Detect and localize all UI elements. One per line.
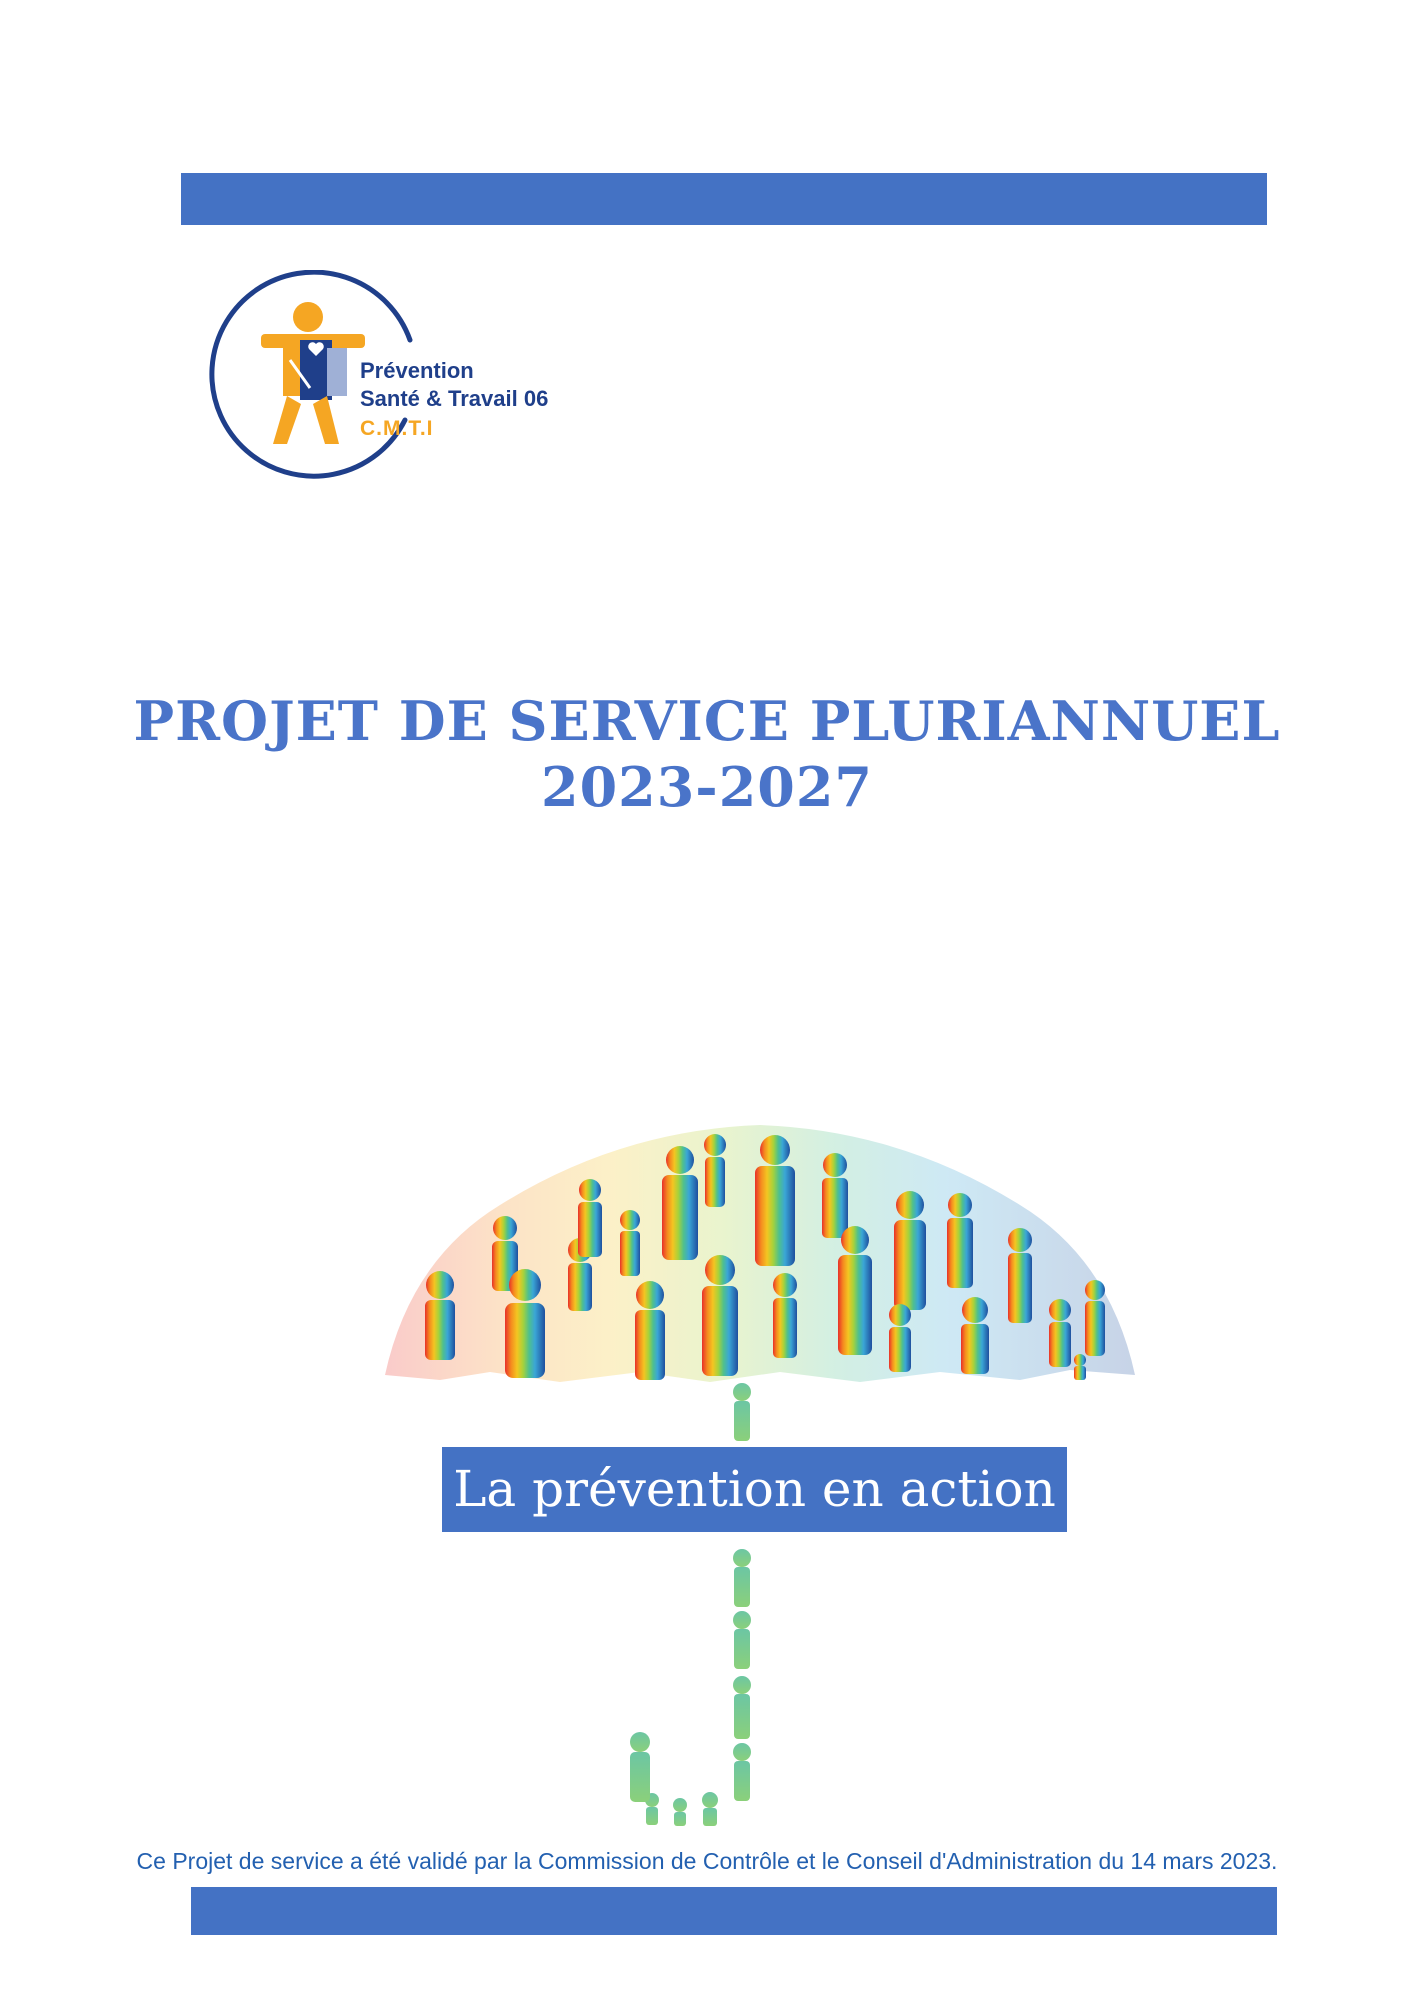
document-title: [0, 688, 1414, 820]
top-accent-bar: [181, 173, 1267, 225]
logo-text-sante-travail: Santé & Travail 06: [360, 386, 549, 411]
organization-logo: [205, 270, 605, 485]
bottom-accent-bar: [191, 1887, 1277, 1935]
title-line-years: 2023-2027: [541, 755, 873, 819]
validation-note: Ce Projet de service a été validé par la Commission de Contrôle et le Conseil d'Administration du 14 mars 2023.: [136, 1848, 1278, 1874]
tagline-banner: La prévention en action: [442, 1447, 1067, 1532]
logo-text-prevention: Prévention: [360, 358, 474, 383]
title-line-project: PROJET DE SERVICE PLURIANNUEL: [133, 689, 1281, 753]
logo-text-cmti: C.M.T.I: [360, 417, 434, 440]
